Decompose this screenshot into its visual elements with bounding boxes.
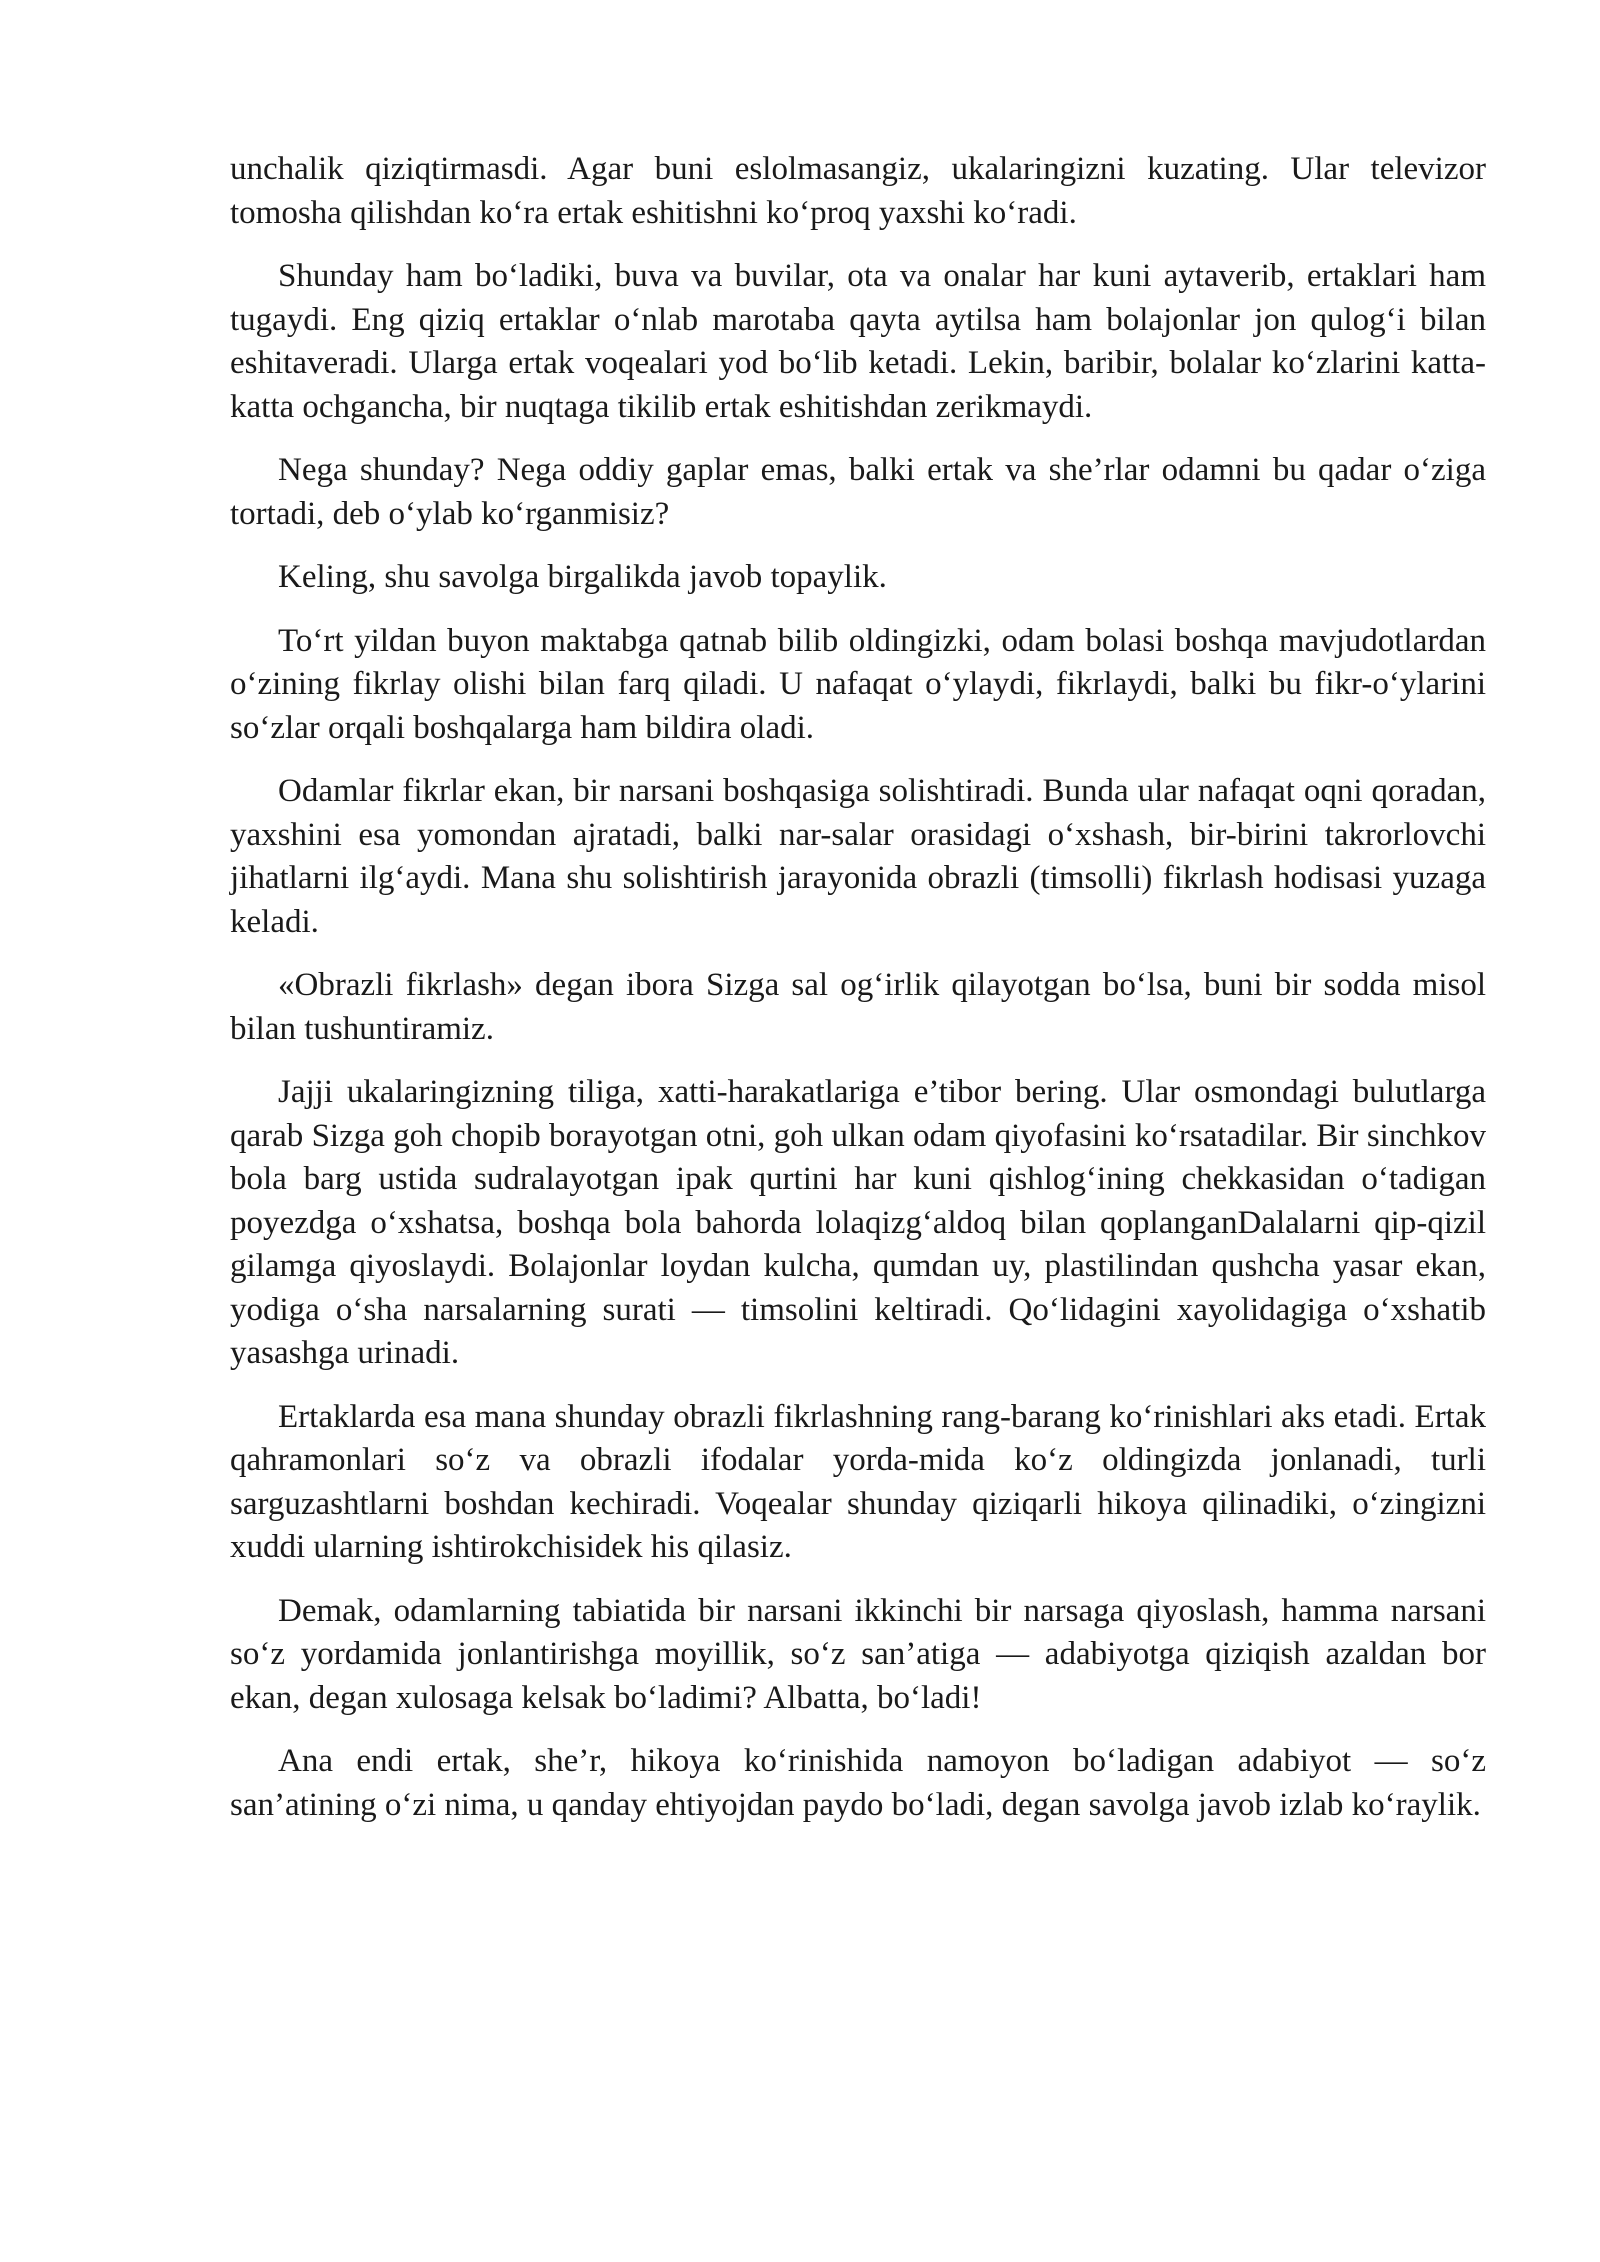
paragraph: «Obrazli fikrlash» degan ibora Sizga sal og‘irlik qilayotgan bo‘lsa, buni bir sodda misol bilan tushuntiramiz.	[230, 967, 1486, 1047]
paragraph: Keling, shu savolga birgalikda javob topaylik.	[278, 559, 887, 595]
paragraph: Ana endi ertak, she’r, hikoya ko‘rinishida namoyon bo‘ladigan adabiyot — so‘z san’atining o‘zi nima, u qanday ehtiyojdan paydo bo‘ladi, degan savolga javob izlab ko‘raylik.	[230, 1743, 1486, 1823]
paragraph: Odamlar fikrlar ekan, bir narsani boshqasiga solishtiradi. Bunda ular nafaqat oqni qoradan, yaxshini esa yomondan ajratadi, balki nar-salar orasidagi o‘xshash, bir-birini takrorlovchi jihatlarni ilg‘aydi. Mana shu solishtirish jarayonida obrazli (timsolli) fikrlash hodisasi yuzaga keladi.	[230, 773, 1486, 940]
paragraph: Demak, odamlarning tabiatida bir narsani ikkinchi bir narsaga qiyoslash, hamma narsani so‘z yordamida jonlantirishga moyillik, so‘z san’atiga — adabiyotga qiziqish azaldan bor ekan, degan xulosaga kelsak bo‘ladimi? Albatta, bo‘ladi!	[230, 1592, 1486, 1716]
paragraph: Jajji ukalaringizning tiliga, xatti-harakatlariga e’tibor bering. Ular osmondagi bulutlarga qarab Sizga goh chopib borayotgan otni, goh ulkan odam qiyofasini ko‘rsatadilar. Bir sinchkov bola barg ustida sudralayotgan ipak qurtini har kuni qishlog‘ining chekkasidan o‘tadigan poyezdga o‘xshatsa, boshqa bola bahorda lolaqizg‘aldoq bilan qoplanganDalalarni qip-qizil gilamga qiyoslaydi. Bolajonlar loydan kulcha, qumdan uy, plastilindan qushcha yasar ekan, yodiga o‘sha narsalarning surati — timsolini keltiradi. Qo‘lidagini xayolidagiga o‘xshatib yasashga urinadi.	[230, 1074, 1486, 1371]
paragraph: Shunday ham bo‘ladiki, buva va buvilar, ota va onalar har kuni aytaverib, ertaklari ham tugaydi. Eng qiziq ertaklar o‘nlab marotaba qayta aytilsa ham bolajonlar jon qulog‘i bilan eshitaveradi. Ularga ertak voqealari yod bo‘lib ketadi. Lekin, baribir, bolalar ko‘zlarini katta-katta ochgancha, bir nuqtaga tikilib ertak eshitishdan zerikmaydi.	[230, 258, 1486, 425]
paragraph: To‘rt yildan buyon maktabga qatnab bilib oldingizki, odam bolasi boshqa mavjudotlardan o‘zining fikrlay olishi bilan farq qiladi. U nafaqat o‘ylaydi, fikrlaydi, balki bu fikr-o‘ylarini so‘zlar orqali boshqalarga ham bildira oladi.	[230, 622, 1486, 746]
paragraph-continuation: unchalik qiziqtirmasdi. Agar buni eslolmasangiz, ukalaringizni kuzating. Ular televizor tomosha qilishdan ko‘ra ertak eshitishni ko‘proq yaxshi ko‘radi.	[230, 151, 1486, 231]
paragraph: Nega shunday? Nega oddiy gaplar emas, balki ertak va she’rlar odamni bu qadar o‘ziga tortadi, deb o‘ylab ko‘rganmisiz?	[230, 452, 1486, 532]
paragraph: Ertaklarda esa mana shunday obrazli fikrlashning rang-barang ko‘rinishlari aks etadi. Ertak qahramonlari so‘z va obrazli ifodalar yorda-mida ko‘z oldingizda jonlanadi, turli sarguzashtlarni boshdan kechiradi. Voqealar shunday qiziqarli hikoya qilinadiki, o‘zingizni xuddi ularning ishtirokchisidek his qilasiz.	[230, 1398, 1486, 1565]
document-page	[230, 148, 1486, 1847]
